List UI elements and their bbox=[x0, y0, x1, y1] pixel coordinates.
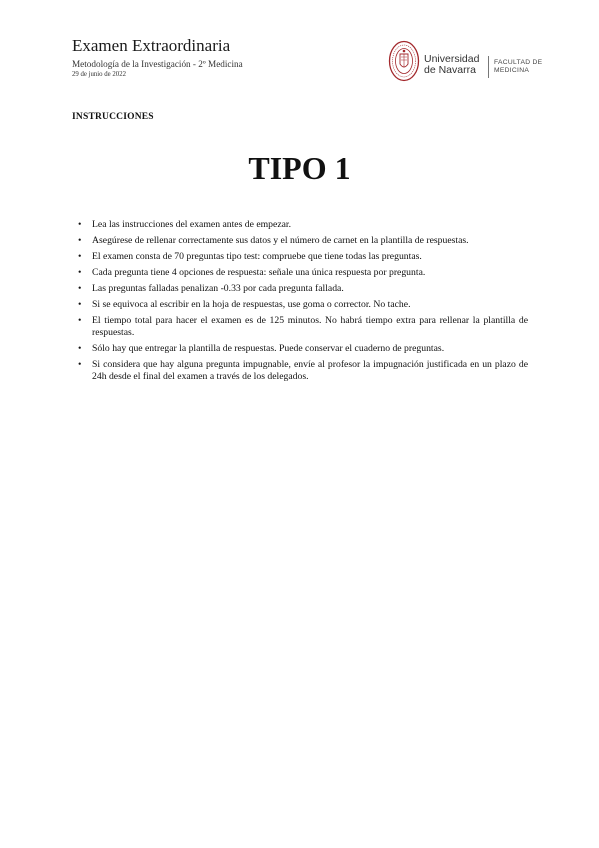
instruction-item: • Cada pregunta tiene 4 opciones de respuesta: señale una única respuesta por pregunta. bbox=[92, 267, 528, 279]
instruction-item: • Si se equivoca al escribir en la hoja de respuestas, use goma o corrector. No tache. bbox=[92, 299, 528, 311]
university-seal-icon bbox=[388, 40, 420, 82]
instructions-list bbox=[92, 219, 528, 387]
instruction-item: • Asegúrese de rellenar correctamente sus datos y el número de carnet en la plantilla de respuestas. bbox=[92, 235, 528, 247]
exam-date: 29 de junio de 2022 bbox=[72, 71, 126, 78]
instruction-item: • El examen consta de 70 preguntas tipo test: compruebe que tiene todas las preguntas. bbox=[92, 251, 528, 263]
university-name: Universidad de Navarra bbox=[424, 53, 480, 76]
exam-type-heading: TIPO 1 bbox=[248, 150, 351, 186]
instruction-item: • El tiempo total para hacer el examen es de 125 minutos. No habrá tiempo extra para rellenar la plantilla de respuestas. bbox=[92, 315, 528, 339]
faculty-name: FACULTAD DE MEDICINA bbox=[494, 59, 543, 74]
document-header bbox=[72, 36, 552, 90]
instruction-item: • Si considera que hay alguna pregunta impugnable, envíe al profesor la impugnación justificada en un plazo de 24h desde el final del examen a través de los delegados. bbox=[92, 359, 528, 383]
logo-divider bbox=[488, 56, 489, 78]
instruction-item: • Sólo hay que entregar la plantilla de respuestas. Puede conservar el cuaderno de preguntas. bbox=[92, 343, 528, 355]
exam-title: Examen Extraordinaria bbox=[72, 36, 231, 55]
course-subtitle: Metodología de la Investigación - 2º Medicina bbox=[72, 59, 243, 69]
university-logo bbox=[388, 40, 548, 84]
instruction-item: • Las preguntas falladas penalizan -0.33 por cada pregunta fallada. bbox=[92, 283, 528, 295]
instruction-item: • Lea las instrucciones del examen antes de empezar. bbox=[92, 219, 528, 231]
section-heading: INSTRUCCIONES bbox=[72, 112, 154, 122]
